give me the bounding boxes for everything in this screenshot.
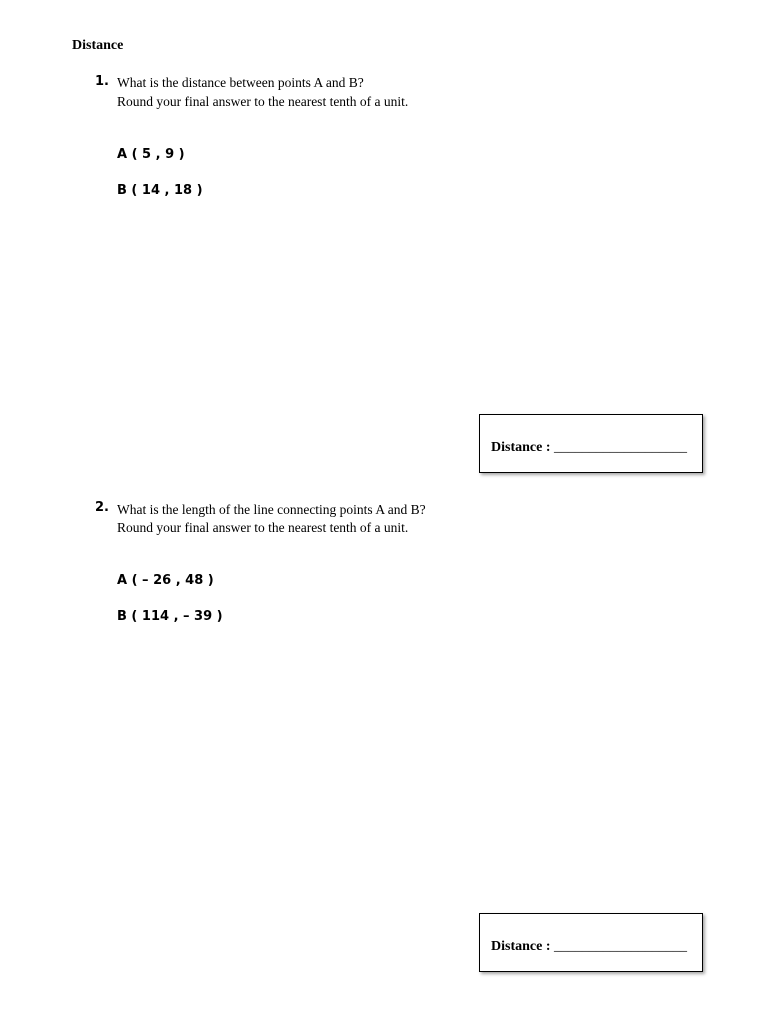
answer-box[interactable] <box>479 913 703 972</box>
point-a: A ( 5 , 9 ) <box>117 147 185 162</box>
answer-label-wrap <box>491 440 687 456</box>
answer-label: Distance : <box>491 939 551 954</box>
question-text-line-2: Round your final answer to the nearest tenth of a unit. <box>117 94 409 109</box>
question-text-line-1: What is the distance between points A and B? <box>117 75 364 90</box>
page-title: Distance <box>72 38 124 53</box>
point-a: A ( – 26 , 48 ) <box>117 573 214 588</box>
question-number: 2. <box>95 500 109 515</box>
question-number: 1. <box>95 74 109 89</box>
point-b: B ( 114 , – 39 ) <box>117 609 223 624</box>
answer-label-wrap <box>491 939 687 955</box>
answer-label: Distance : <box>491 440 551 455</box>
answer-blank[interactable]: ___________________ <box>554 440 687 455</box>
question-text-line-1: What is the length of the line connecting points A and B? <box>117 502 426 517</box>
question-text-line-2: Round your final answer to the nearest tenth of a unit. <box>117 520 409 535</box>
point-b: B ( 14 , 18 ) <box>117 183 203 198</box>
answer-blank[interactable]: ___________________ <box>554 939 687 954</box>
answer-box[interactable] <box>479 414 703 473</box>
